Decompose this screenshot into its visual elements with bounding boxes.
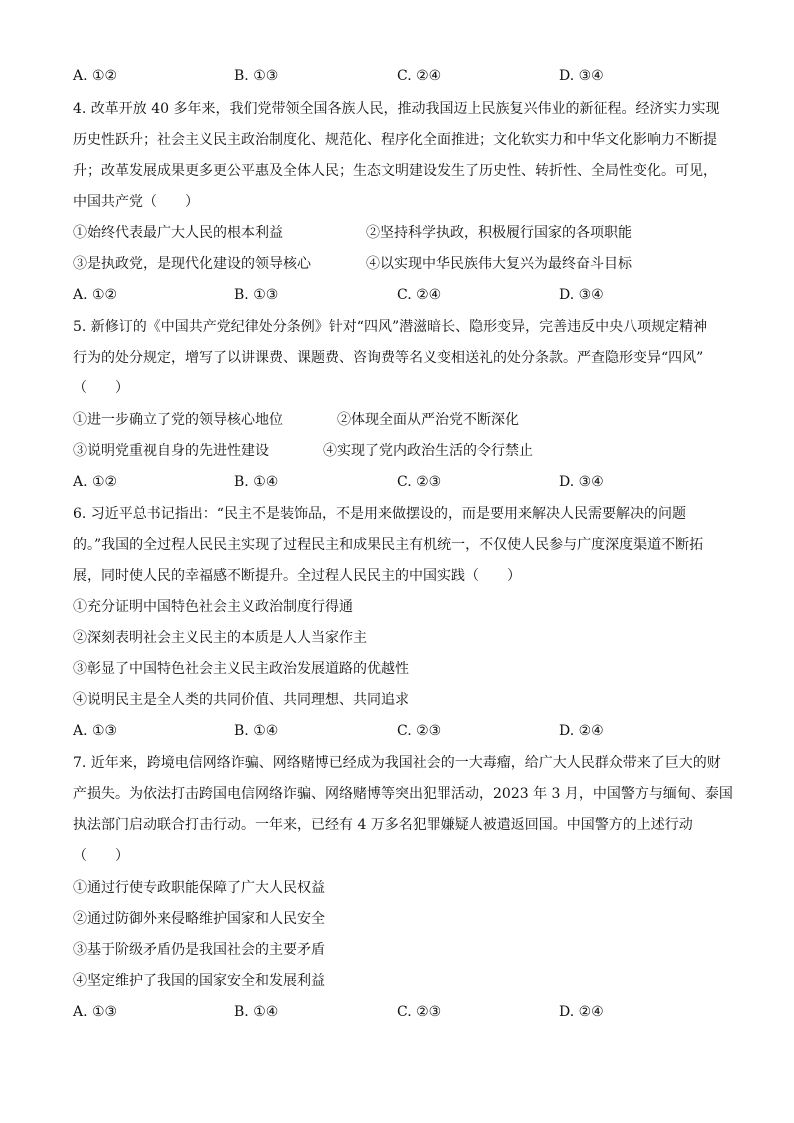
option-a: A. ①② xyxy=(73,68,118,84)
q6-statement-4: ④说明民主是全人类的共同价值、共同理想、共同追求 xyxy=(73,692,409,708)
q6-options-row xyxy=(73,721,723,741)
q5-option-a: A. ①② xyxy=(73,474,118,490)
q7-option-b: B. ①④ xyxy=(234,1004,279,1020)
q5-statement-4: ④实现了党内政治生活的令行禁止 xyxy=(323,443,533,459)
top-options-row xyxy=(73,66,723,86)
q6-stem-line-3: 展，同时使人民的幸福感不断提升。全过程人民民主的中国实践（ ） xyxy=(73,568,521,584)
q7-stem-line-2: 产损失。为依法打击跨国电信网络诈骗、网络赌博等突出犯罪活动，2023 年 3 月，中国警方与缅甸、泰国 xyxy=(73,786,733,802)
q4-stem-line-1: 4. 改革开放 40 多年来，我们党带领全国各族人民，推动我国迈上民族复兴伟业的新征程。经济实力实现 xyxy=(73,101,720,117)
q5-option-d: D. ③④ xyxy=(559,474,604,490)
q4-statement-4: ④以实现中华民族伟大复兴为最终奋斗目标 xyxy=(366,256,632,272)
q7-options-row xyxy=(73,1002,723,1022)
q5-stem-line-1: 5. 新修订的《中国共产党纪律处分条例》针对“四风”潜滋暗长、隐形变异，完善违反中央八项规定精神 xyxy=(73,319,708,335)
q4-statements-row-1 xyxy=(73,223,723,243)
q5-options-row xyxy=(73,472,723,492)
q4-option-c: C. ②④ xyxy=(397,287,442,303)
q4-stem-line-2: 历史性跃升；社会主义民主政治制度化、规范化、程序化全面推进；文化软实力和中华文化影响力不断提 xyxy=(73,132,717,148)
q4-option-a: A. ①② xyxy=(73,287,118,303)
q7-option-c: C. ②③ xyxy=(397,1004,442,1020)
q5-statement-2: ②体现全面从严治党不断深化 xyxy=(337,412,519,428)
q7-statement-4: ④坚定维护了我国的国家安全和发展利益 xyxy=(73,973,325,989)
q5-statement-1: ①进一步确立了党的领导核心地位 xyxy=(73,412,283,428)
q4-stem-line-3: 升；改革发展成果更多更公平惠及全体人民；生态文明建设发生了历史性、转折性、全局性变化。可见， xyxy=(73,163,717,179)
q7-statement-2: ②通过防御外来侵略维护国家和人民安全 xyxy=(73,911,325,927)
option-b: B. ①③ xyxy=(234,68,279,84)
q5-statement-3: ③说明党重视自身的先进性建设 xyxy=(73,443,269,459)
q4-statement-1: ①始终代表最广大人民的根本利益 xyxy=(73,225,283,241)
q7-stem-line-1: 7. 近年来，跨境电信网络诈骗、网络赌博已经成为我国社会的一大毒瘤，给广大人民群众带来了巨大的财 xyxy=(73,755,721,771)
q6-statement-2: ②深刻表明社会主义民主的本质是人人当家作主 xyxy=(73,630,367,646)
option-c: C. ②④ xyxy=(397,68,442,84)
q4-stem-line-4: 中国共产党（ ） xyxy=(73,194,199,210)
q7-statement-1: ①通过行使专政职能保障了广大人民权益 xyxy=(73,880,325,896)
q7-stem-line-4: （ ） xyxy=(73,848,129,864)
q6-stem-line-1: 6. 习近平总书记指出：“民主不是装饰品，不是用来做摆设的，而是要用来解决人民需要解决的问题 xyxy=(73,506,686,522)
q6-option-c: C. ②③ xyxy=(397,723,442,739)
q5-statements-row-1 xyxy=(73,410,723,430)
q5-option-b: B. ①④ xyxy=(234,474,279,490)
q6-stem-line-2: 的。”我国的全过程人民民主实现了过程民主和成果民主有机统一，不仅使人民参与广度深度渠道不断拓 xyxy=(73,537,704,553)
q6-statement-1: ①充分证明中国特色社会主义政治制度行得通 xyxy=(73,599,353,615)
q5-stem-line-2: 行为的处分规定，增写了以讲课费、课题费、咨询费等名义变相送礼的处分条款。严查隐形变异“四风” xyxy=(73,350,704,366)
q4-option-b: B. ①③ xyxy=(234,287,279,303)
option-d: D. ③④ xyxy=(559,68,604,84)
q7-stem-line-3: 执法部门启动联合打击行动。一年来，已经有 4 万多名犯罪嫌疑人被遣返回国。中国警方的上述行动 xyxy=(73,817,693,833)
q4-option-d: D. ③④ xyxy=(559,287,604,303)
q4-statements-row-2 xyxy=(73,254,723,274)
q4-options-row xyxy=(73,285,723,305)
q4-statement-2: ②坚持科学执政，积极履行国家的各项职能 xyxy=(366,225,632,241)
q5-statements-row-2 xyxy=(73,441,723,461)
q5-option-c: C. ②③ xyxy=(397,474,442,490)
q5-stem-line-3: （ ） xyxy=(73,380,129,396)
q7-option-d: D. ②④ xyxy=(559,1004,604,1020)
q6-option-a: A. ①③ xyxy=(73,723,118,739)
q6-statement-3: ③彰显了中国特色社会主义民主政治发展道路的优越性 xyxy=(73,661,409,677)
q6-option-d: D. ②④ xyxy=(559,723,604,739)
q7-statement-3: ③基于阶级矛盾仍是我国社会的主要矛盾 xyxy=(73,942,325,958)
q7-option-a: A. ①③ xyxy=(73,1004,118,1020)
q6-option-b: B. ①④ xyxy=(234,723,279,739)
q4-statement-3: ③是执政党，是现代化建设的领导核心 xyxy=(73,256,311,272)
